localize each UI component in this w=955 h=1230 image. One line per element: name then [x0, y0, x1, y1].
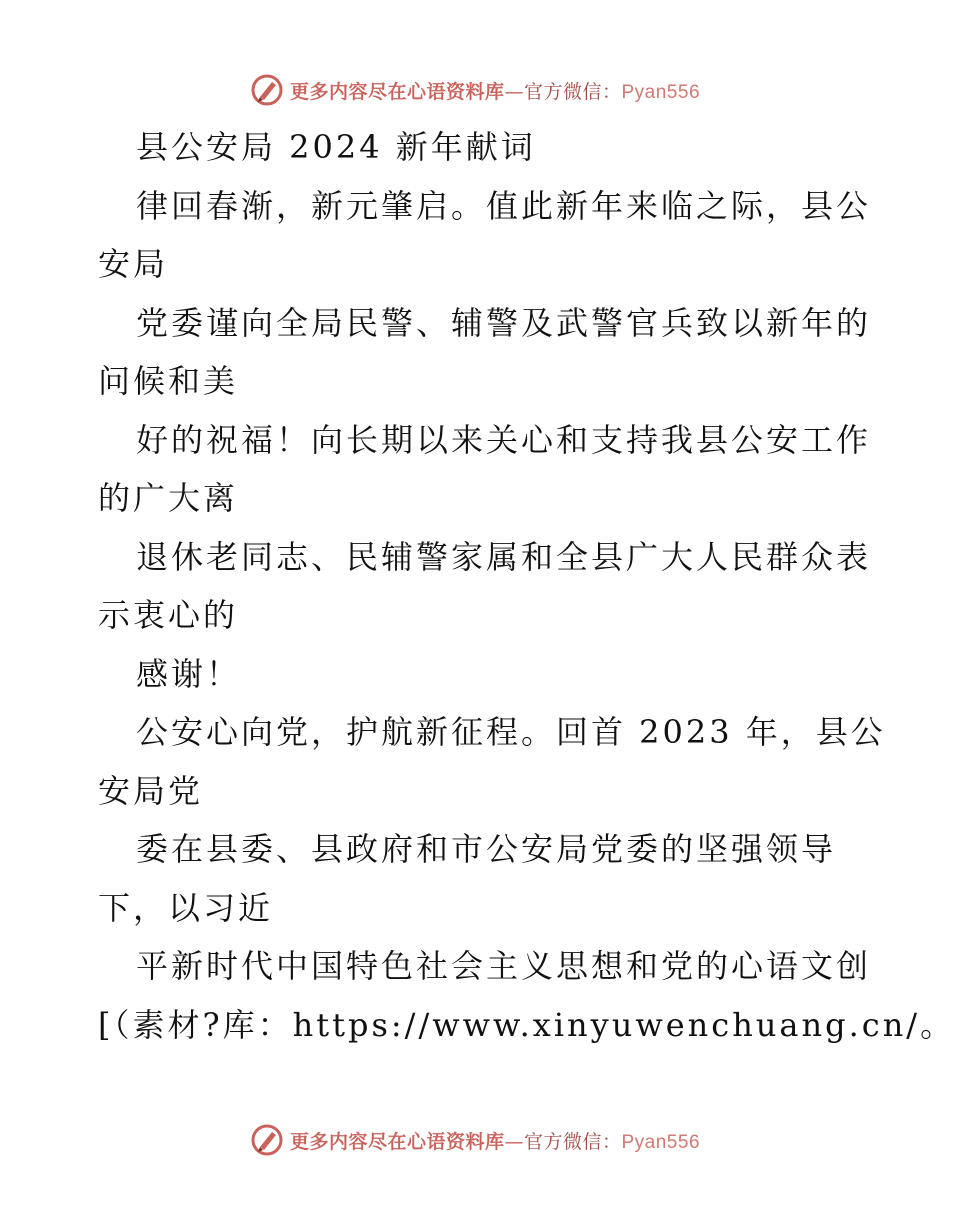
document-line: 感谢！	[136, 654, 242, 693]
document-line: 安局	[98, 245, 169, 283]
pen-circle-logo-icon	[250, 1123, 284, 1157]
document-line: 县公安局 2024 新年献词	[136, 128, 536, 166]
footer-text	[290, 1127, 700, 1154]
document-line: 好的祝福！向长期以来关心和支持我县公安工作	[136, 420, 872, 459]
footer-wechat-id: Pyan556	[621, 1131, 701, 1153]
pen-circle-logo-icon	[250, 73, 284, 107]
footer-banner	[0, 1120, 950, 1160]
header-text	[290, 77, 700, 104]
footer-dash: —	[504, 1130, 524, 1153]
document-line: 党委谨向全局民警、辅警及武警官兵致以新年的	[136, 303, 872, 342]
header-banner	[0, 70, 950, 110]
document-line: 的广大离	[98, 479, 239, 517]
header-wechat-id: Pyan556	[621, 81, 701, 103]
header-dash: —	[504, 80, 524, 103]
document-line: 安局党	[98, 771, 204, 810]
document-line: [（素材?库：https://www.xinyuwenchuang.cn/。	[98, 1005, 955, 1044]
document-line: 退休老同志、民辅警家属和全县广大人民群众表	[136, 537, 872, 576]
header-brand: 更多内容尽在心语资料库	[289, 80, 505, 103]
footer-wechat-label: 官方微信：	[523, 1130, 622, 1153]
header-wechat-label: 官方微信：	[523, 80, 622, 103]
document-line: 平新时代中国特色社会主义思想和党的心语文创	[136, 947, 872, 985]
document-line: 委在县委、县政府和市公安局党委的坚强领导	[136, 830, 837, 868]
document-line: 律回春渐，新元肇启。值此新年来临之际，县公	[136, 186, 872, 225]
document-line: 下，以习近	[98, 888, 274, 927]
document-line: 公安心向党，护航新征程。回首 2023 年，县公	[136, 713, 886, 751]
document-line: 示衷心的	[98, 596, 239, 634]
document-body	[98, 118, 955, 1054]
footer-brand: 更多内容尽在心语资料库	[289, 1130, 505, 1153]
document-line: 问候和美	[98, 362, 239, 400]
